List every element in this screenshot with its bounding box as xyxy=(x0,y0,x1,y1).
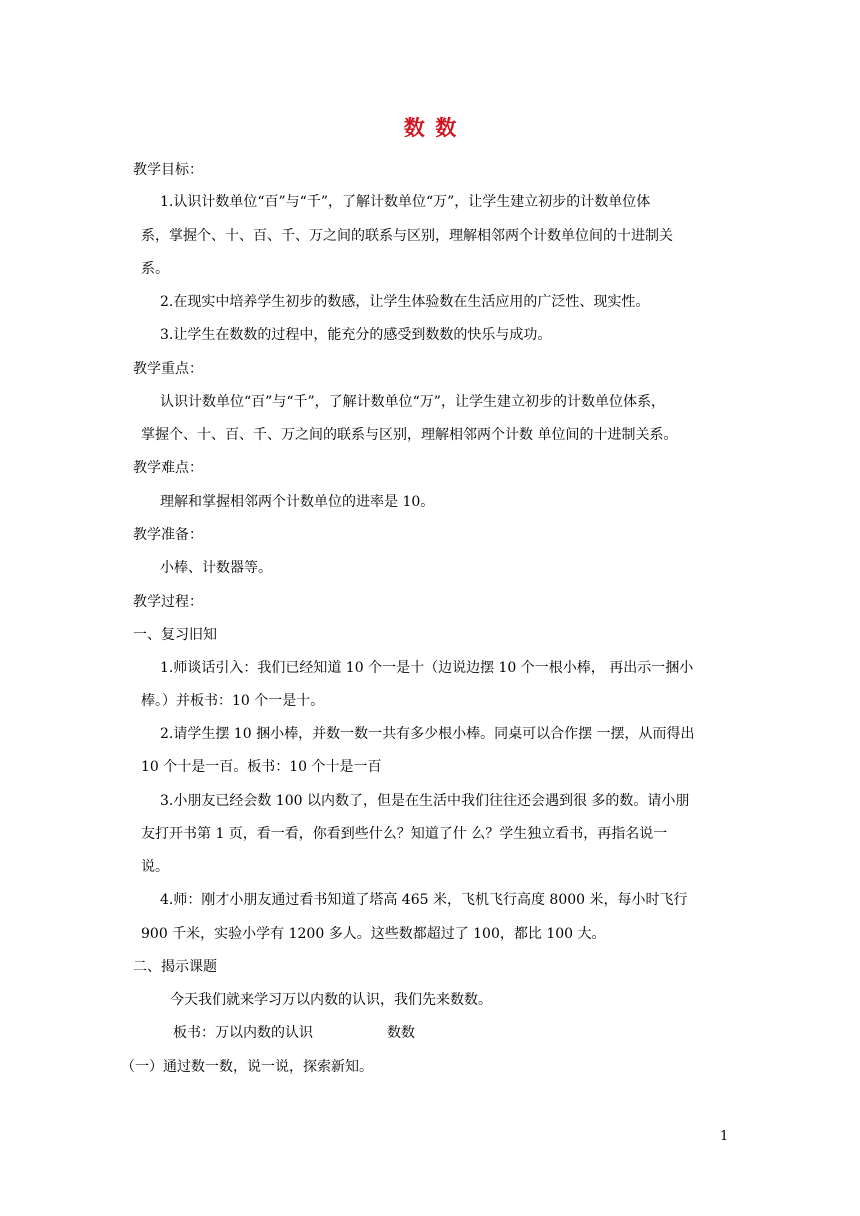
step-3-line-2: 友打开书第 1 页，看一看，你看到些什么？知道了什 么？学生独立看书，再指名说一 xyxy=(141,826,668,842)
step-2-line-1: 2.请学生摆 10 捆小棒，并数一数一共有多少根小棒。同桌可以合作摆 一摆，从而得出 xyxy=(160,726,695,742)
step-3-line-3: 说。 xyxy=(141,859,169,875)
section-heading-process: 教学过程： xyxy=(133,594,203,610)
board-title: 数数 xyxy=(387,1025,415,1041)
section-heading-key-points: 教学重点： xyxy=(133,361,203,377)
preparation-text: 小棒、计数器等。 xyxy=(160,560,272,576)
goal-2: 2.在现实中培养学生初步的数感，让学生体验数在生活应用的广泛性、现实性。 xyxy=(160,294,650,310)
page-title: 数数 xyxy=(403,116,467,140)
sub-heading-1: （一）通过数一数，说一说，探索新知。 xyxy=(121,1059,373,1075)
goal-1-line-2: 系，掌握个、十、百、千、万之间的联系与区别，理解相邻两个计数单位间的十进制关 xyxy=(141,228,673,244)
page-number: 1 xyxy=(720,1129,729,1144)
section-heading-preparation: 教学准备： xyxy=(133,527,203,543)
difficulties-text: 理解和掌握相邻两个计数单位的进率是 10。 xyxy=(160,494,435,510)
step-2-line-2: 10 个十是一百。板书：10 个十是一百 xyxy=(141,759,382,775)
part-2-heading: 二、揭示课题 xyxy=(133,959,217,975)
section-heading-difficulties: 教学难点： xyxy=(133,460,203,476)
step-4-line-2: 900 千米，实验小学有 1200 多人。这些数都超过了 100，都比 100 大。 xyxy=(141,926,606,942)
step-3-line-1: 3.小朋友已经会数 100 以内数了，但是在生活中我们往往还会遇到很 多的数。请小朋 xyxy=(160,793,690,809)
step-1-line-2: 棒。）并板书：10 个一是十。 xyxy=(141,693,325,709)
key-points-line-2: 掌握个、十、百、千、万之间的联系与区别，理解相邻两个计数 单位间的十进制关系。 xyxy=(141,427,678,443)
board-label: 板书：万以内数的认识 xyxy=(173,1025,313,1041)
step-4-line-1: 4.师：刚才小朋友通过看书知道了塔高 465 米，飞机飞行高度 8000 米，每小时飞行 xyxy=(160,892,688,908)
key-points-line-1: 认识计数单位“百”与“千”，了解计数单位“万”，让学生建立初步的计数单位体系， xyxy=(160,394,665,410)
goal-3: 3.让学生在数数的过程中，能充分的感受到数数的快乐与成功。 xyxy=(160,327,552,343)
goal-1-line-3: 系。 xyxy=(141,261,169,277)
section-heading-goals: 教学目标： xyxy=(133,162,203,178)
part-1-heading: 一、复习旧知 xyxy=(133,627,217,643)
step-1-line-1: 1.师谈话引入：我们已经知道 10 个一是十（边说边摆 10 个一根小棒， 再出示一捆小 xyxy=(160,660,694,676)
goal-1-line-1: 1.认识计数单位“百”与“千”，了解计数单位“万”，让学生建立初步的计数单位体 xyxy=(160,194,651,210)
part-2-intro: 今天我们就来学习万以内数的认识，我们先来数数。 xyxy=(170,992,492,1008)
